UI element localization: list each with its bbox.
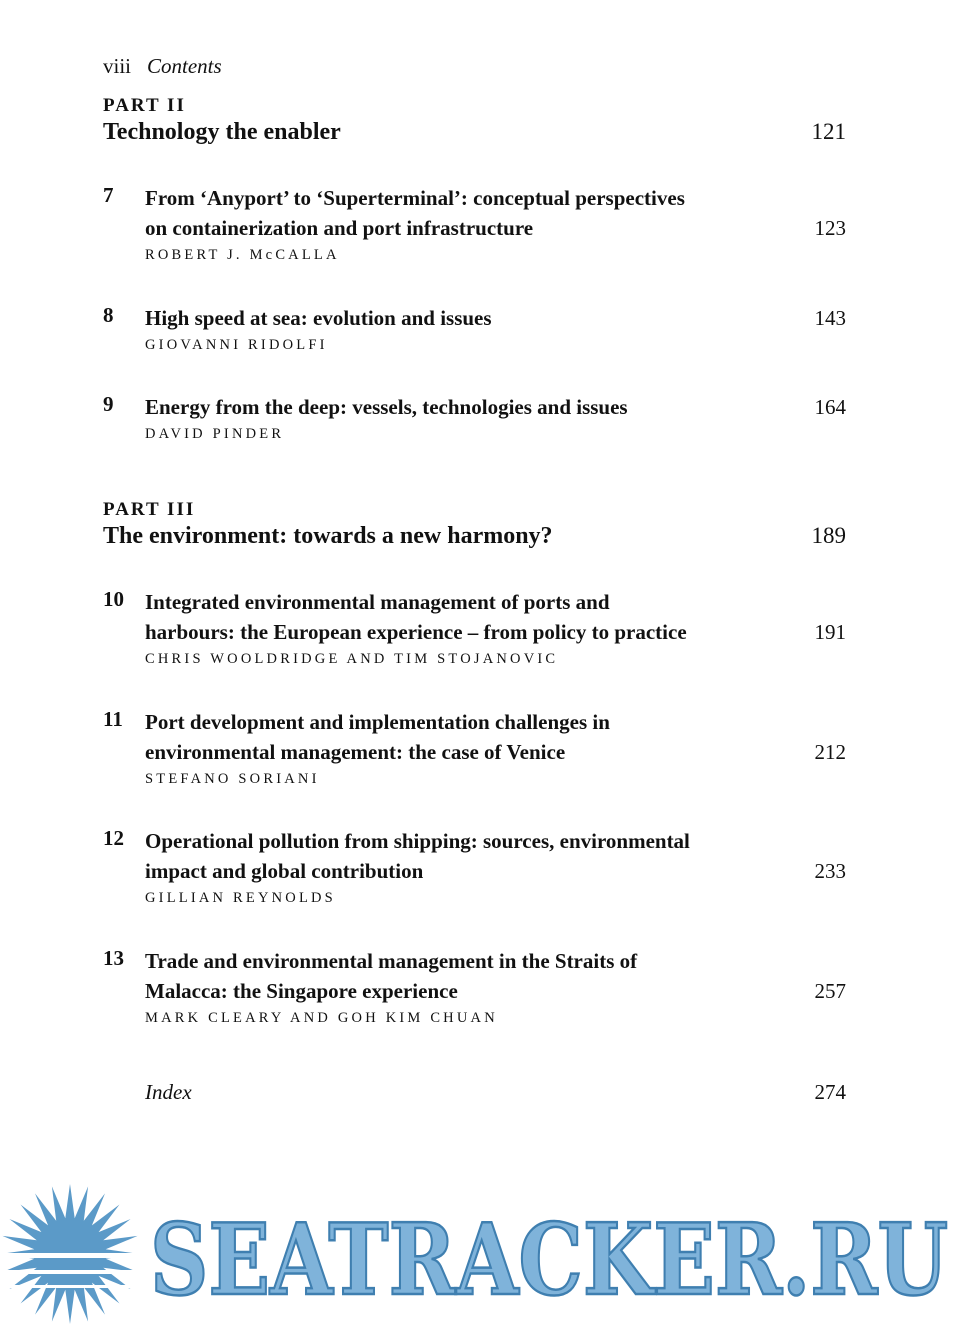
chapter-page-number: 143 (814, 306, 846, 330)
chapter-author: STEFANO SORIANI (145, 771, 320, 787)
part-page-number: 189 (811, 523, 846, 548)
chapter-title-line: Operational pollution from shipping: sources, environmental (145, 829, 690, 853)
chapter-number: 13 (103, 946, 124, 970)
chapter-author: GIOVANNI RIDOLFI (145, 337, 328, 353)
chapter-page-number: 233 (814, 859, 846, 883)
chapter-title-line: Trade and environmental management in the Straits of (145, 949, 638, 973)
chapter-title-line: harbours: the European experience – from policy to practice (145, 620, 687, 644)
chapter-entry (103, 826, 846, 907)
index-entry (145, 1080, 846, 1105)
sun-icon (0, 1184, 140, 1324)
part-label: PART II (103, 95, 186, 116)
index-label: Index (145, 1080, 192, 1104)
running-head-title: Contents (147, 54, 222, 78)
part-title: Technology the enabler (103, 119, 341, 145)
chapter-title-line: Integrated environmental management of ports and (145, 590, 610, 614)
chapter-title-line: High speed at sea: evolution and issues (145, 306, 492, 330)
chapter-number: 9 (103, 392, 114, 416)
chapter-title-line: on containerization and port infrastructure (145, 216, 534, 240)
part-page-number: 121 (811, 119, 846, 144)
chapter-page-number: 191 (814, 620, 846, 644)
chapter-number: 10 (103, 587, 124, 611)
chapter-entry (103, 183, 846, 264)
chapter-author: DAVID PINDER (145, 426, 285, 442)
index-page-number: 274 (814, 1080, 846, 1104)
chapter-title-line: Port development and implementation challenges in (145, 710, 610, 734)
chapter-author: MARK CLEARY AND GOH KIM CHUAN (145, 1010, 498, 1026)
chapter-title-line: environmental management: the case of Venice (145, 740, 566, 764)
part-heading (103, 95, 846, 146)
chapter-entry (103, 946, 846, 1027)
chapter-title-line: Malacca: the Singapore experience (145, 979, 458, 1003)
chapter-entry (103, 303, 846, 354)
chapter-title-line: Energy from the deep: vessels, technologies and issues (145, 395, 628, 419)
chapter-entry (103, 707, 846, 788)
chapter-number: 11 (103, 707, 123, 731)
chapter-author: CHRIS WOOLDRIDGE AND TIM STOJANOVIC (145, 651, 559, 667)
page-folio: viii (103, 54, 132, 78)
chapter-author: ROBERT J. McCALLA (145, 247, 340, 263)
chapter-number: 8 (103, 303, 114, 327)
chapter-number: 12 (103, 826, 124, 850)
chapter-number: 7 (103, 183, 114, 207)
chapter-title-line: impact and global contribution (145, 859, 424, 883)
watermark-logo (0, 1182, 964, 1326)
chapter-page-number: 212 (814, 740, 846, 764)
chapter-title-line: From ‘Anyport’ to ‘Superterminal’: conceptual perspectives (145, 186, 685, 210)
part-label: PART III (103, 499, 196, 520)
chapter-author: GILLIAN REYNOLDS (145, 890, 336, 906)
watermark-text: SEATRACKER.RU (150, 1203, 948, 1318)
chapter-entry (103, 392, 846, 443)
chapter-page-number: 257 (814, 979, 846, 1003)
chapter-page-number: 123 (814, 216, 846, 240)
part-heading (103, 499, 846, 550)
chapter-page-number: 164 (814, 395, 846, 419)
chapter-entry (103, 587, 846, 668)
part-title: The environment: towards a new harmony? (103, 523, 553, 549)
running-head (103, 54, 222, 79)
